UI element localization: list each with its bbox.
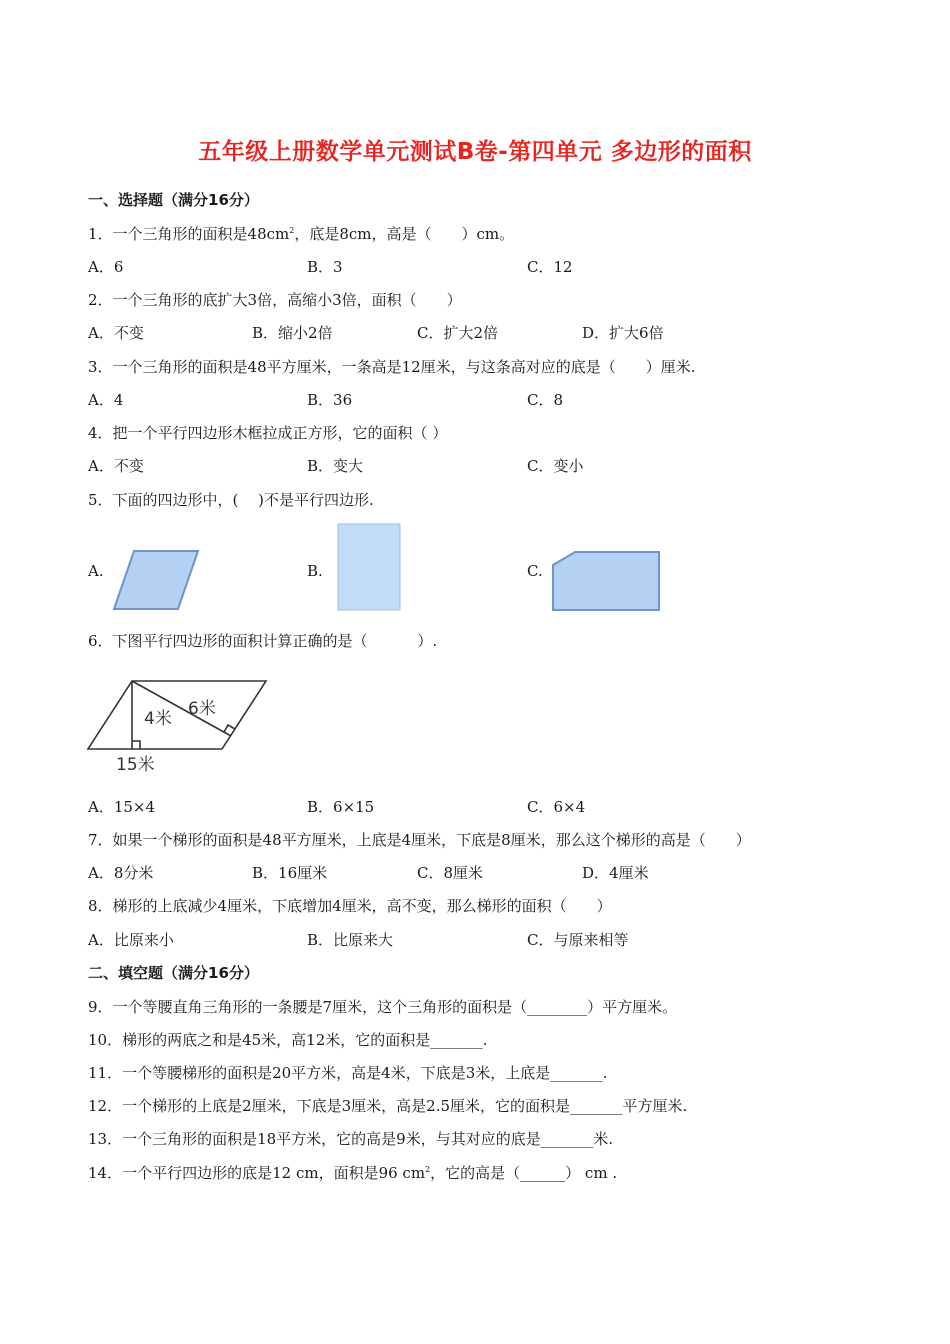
height-label: 4米 xyxy=(144,709,172,729)
diagonal-label: 6米 xyxy=(188,699,216,719)
question-12: 12．一个梯形的上底是2厘米，下底是3厘米，高是2.5厘米，它的面积是_______平方厘米. xyxy=(88,1097,688,1115)
q5-option-c: C. xyxy=(527,562,543,580)
q2-option-d: D．扩大6倍 xyxy=(582,324,664,342)
question-11: 11．一个等腰梯形的面积是20平方米，高是4米，下底是3米，上底是_______. xyxy=(88,1064,608,1082)
q1-option-c: C．12 xyxy=(527,258,573,276)
q14-text-after: ，它的高是（______） cm . xyxy=(430,1164,618,1182)
q2-option-a: A．不变 xyxy=(88,324,144,342)
question-1 xyxy=(88,224,514,244)
q3-option-a: A．4 xyxy=(88,391,124,409)
q5-option-a: A. xyxy=(88,562,104,580)
question-3: 3．一个三角形的面积是48平方厘米，一条高是12厘米，与这条高对应的底是（ ）厘米. xyxy=(88,358,696,376)
q1-option-b: B．3 xyxy=(307,258,343,276)
q2-option-b: B．缩小2倍 xyxy=(252,324,333,342)
question-13: 13．一个三角形的面积是18平方米，它的高是9米，与其对应的底是_______米. xyxy=(88,1130,613,1148)
q14-text-before: 14．一个平行四边形的底是12 cm，面积是96 cm xyxy=(88,1164,426,1182)
section-heading-choice: 一、选择题（满分16分） xyxy=(88,191,259,209)
q6-option-c: C．6×4 xyxy=(527,798,586,816)
q6-option-a: A．15×4 xyxy=(88,798,156,816)
q1-sup: 2 xyxy=(289,226,295,235)
question-8: 8．梯形的上底减少4厘米，下底增加4厘米，高不变，那么梯形的面积（ ） xyxy=(88,897,612,915)
q1-option-a: A．6 xyxy=(88,258,124,276)
q3-option-b: B．36 xyxy=(307,391,353,409)
q7-option-b: B．16厘米 xyxy=(252,864,328,882)
q4-option-c: C．变小 xyxy=(527,457,584,475)
parallelogram-figure xyxy=(110,548,202,612)
q7-option-c: C．8厘米 xyxy=(417,864,484,882)
section-heading-fill: 二、填空题（满分16分） xyxy=(88,964,259,982)
q5-option-b: B. xyxy=(307,562,323,580)
q2-option-c: C．扩大2倍 xyxy=(417,324,499,342)
q8-option-a: A．比原来小 xyxy=(88,931,174,949)
question-10: 10．梯形的两底之和是45米，高12米，它的面积是_______. xyxy=(88,1031,488,1049)
question-5: 5．下面的四边形中，( )不是平行四边形. xyxy=(88,491,374,509)
q1-text-before: 1．一个三角形的面积是48cm xyxy=(88,225,290,243)
q8-option-c: C．与原来相等 xyxy=(527,931,629,949)
q6-option-b: B．6×15 xyxy=(307,798,375,816)
page-title: 五年级上册数学单元测试B卷-第四单元 多边形的面积 xyxy=(198,139,752,165)
q8-option-b: B．比原来大 xyxy=(307,931,394,949)
q1-text-after: ，底是8cm，高是（ ）cm。 xyxy=(294,225,515,243)
question-14 xyxy=(88,1163,617,1183)
q7-option-d: D．4厘米 xyxy=(582,864,649,882)
question-6: 6．下图平行四边形的面积计算正确的是（ ）. xyxy=(88,632,438,650)
parallelogram-diagram xyxy=(86,676,270,776)
question-4: 4．把一个平行四边形木框拉成正方形，它的面积（ ） xyxy=(88,424,448,442)
pentagon-figure xyxy=(550,549,662,613)
q3-option-c: C．8 xyxy=(527,391,564,409)
rectangle-figure xyxy=(336,522,402,612)
q14-sup: 2 xyxy=(425,1165,431,1174)
q7-option-a: A．8分米 xyxy=(88,864,154,882)
q4-option-b: B．变大 xyxy=(307,457,364,475)
question-2: 2．一个三角形的底扩大3倍，高缩小3倍，面积（ ） xyxy=(88,291,462,309)
question-9: 9．一个等腰直角三角形的一条腰是7厘米，这个三角形的面积是（________）平方厘米。 xyxy=(88,998,678,1016)
question-7: 7．如果一个梯形的面积是48平方厘米，上底是4厘米，下底是8厘米，那么这个梯形的高是（ ） xyxy=(88,831,751,849)
q4-option-a: A．不变 xyxy=(88,457,144,475)
base-label: 15米 xyxy=(116,755,155,775)
